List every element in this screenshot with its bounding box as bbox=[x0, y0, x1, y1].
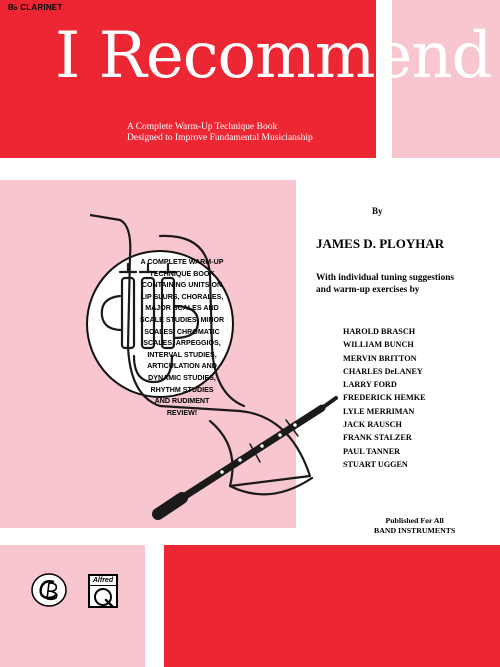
contributor-name: FRANK STALZER bbox=[343, 433, 412, 443]
contributor-name: PAUL TANNER bbox=[343, 446, 401, 456]
book-subtitle bbox=[127, 122, 313, 144]
circle-description bbox=[113, 257, 251, 419]
bottom-red-panel bbox=[164, 545, 500, 667]
published-note bbox=[374, 516, 455, 536]
alfred-logo-icon bbox=[88, 574, 118, 608]
contributors-list bbox=[343, 325, 426, 471]
by-label: By bbox=[372, 206, 383, 216]
circle-line: INTERVAL STUDIES, bbox=[147, 350, 217, 359]
contributor-name: CHARLES DeLANEY bbox=[343, 366, 423, 376]
contributor-name: JACK RAUSCH bbox=[343, 420, 402, 430]
circle-line: ARTICULATION AND bbox=[147, 362, 217, 371]
intro-line: and warm-up exercises by bbox=[316, 285, 420, 295]
published-line: Published For All bbox=[385, 516, 444, 525]
intro-line: With individual tuning suggestions bbox=[316, 273, 455, 283]
circle-line: SCALES, ARPEGGIOS, bbox=[143, 339, 221, 348]
contributor-name: MERVIN BRITTON bbox=[343, 353, 417, 363]
circle-line: AND RUDIMENT bbox=[154, 397, 210, 406]
author-name: JAMES D. PLOYHAR bbox=[316, 236, 445, 251]
subtitle-line: A Complete Warm-Up Technique Book bbox=[127, 122, 278, 132]
contributor-name: STUART UGGEN bbox=[343, 459, 408, 469]
circle-line: REVIEW! bbox=[166, 408, 198, 417]
contributor-name: LYLE MERRIMAN bbox=[343, 406, 415, 416]
cb-logo-icon bbox=[30, 571, 68, 609]
published-line: BAND INSTRUMENTS bbox=[374, 526, 456, 535]
circle-line: SCALES, CHROMATIC bbox=[144, 327, 220, 336]
alfred-monogram-icon bbox=[90, 586, 116, 608]
bottom-left-pink-panel bbox=[0, 545, 145, 667]
circle-line: TECHNIQUE BOOK bbox=[149, 269, 215, 278]
circle-line: A COMPLETE WARM-UP bbox=[140, 258, 224, 266]
instrument-badge: B♭ CLARINET bbox=[8, 3, 63, 12]
circle-line: LIP SLURS, CHORALES, bbox=[140, 292, 224, 301]
circle-line: CONTAINING UNITS ON bbox=[141, 281, 223, 290]
circle-line: SCALE STUDIES, MINOR bbox=[139, 315, 225, 324]
contributor-name: HAROLD BRASCH bbox=[343, 327, 416, 336]
contributors-intro bbox=[316, 272, 454, 296]
circle-line: RHYTHM STUDIES bbox=[150, 385, 214, 394]
circle-line: MAJOR SCALES AND bbox=[145, 304, 219, 313]
contributor-name: FREDERICK HEMKE bbox=[343, 393, 426, 403]
book-title: I Recommend bbox=[55, 19, 492, 93]
alfred-logo-text: Alfred bbox=[90, 576, 116, 586]
contributor-name: WILLIAM BUNCH bbox=[343, 340, 414, 350]
contributor-name: LARRY FORD bbox=[343, 380, 397, 390]
subtitle-line: Designed to Improve Fundamental Musicianship bbox=[127, 133, 313, 143]
circle-line: DYNAMIC STUDIES, bbox=[148, 373, 216, 382]
